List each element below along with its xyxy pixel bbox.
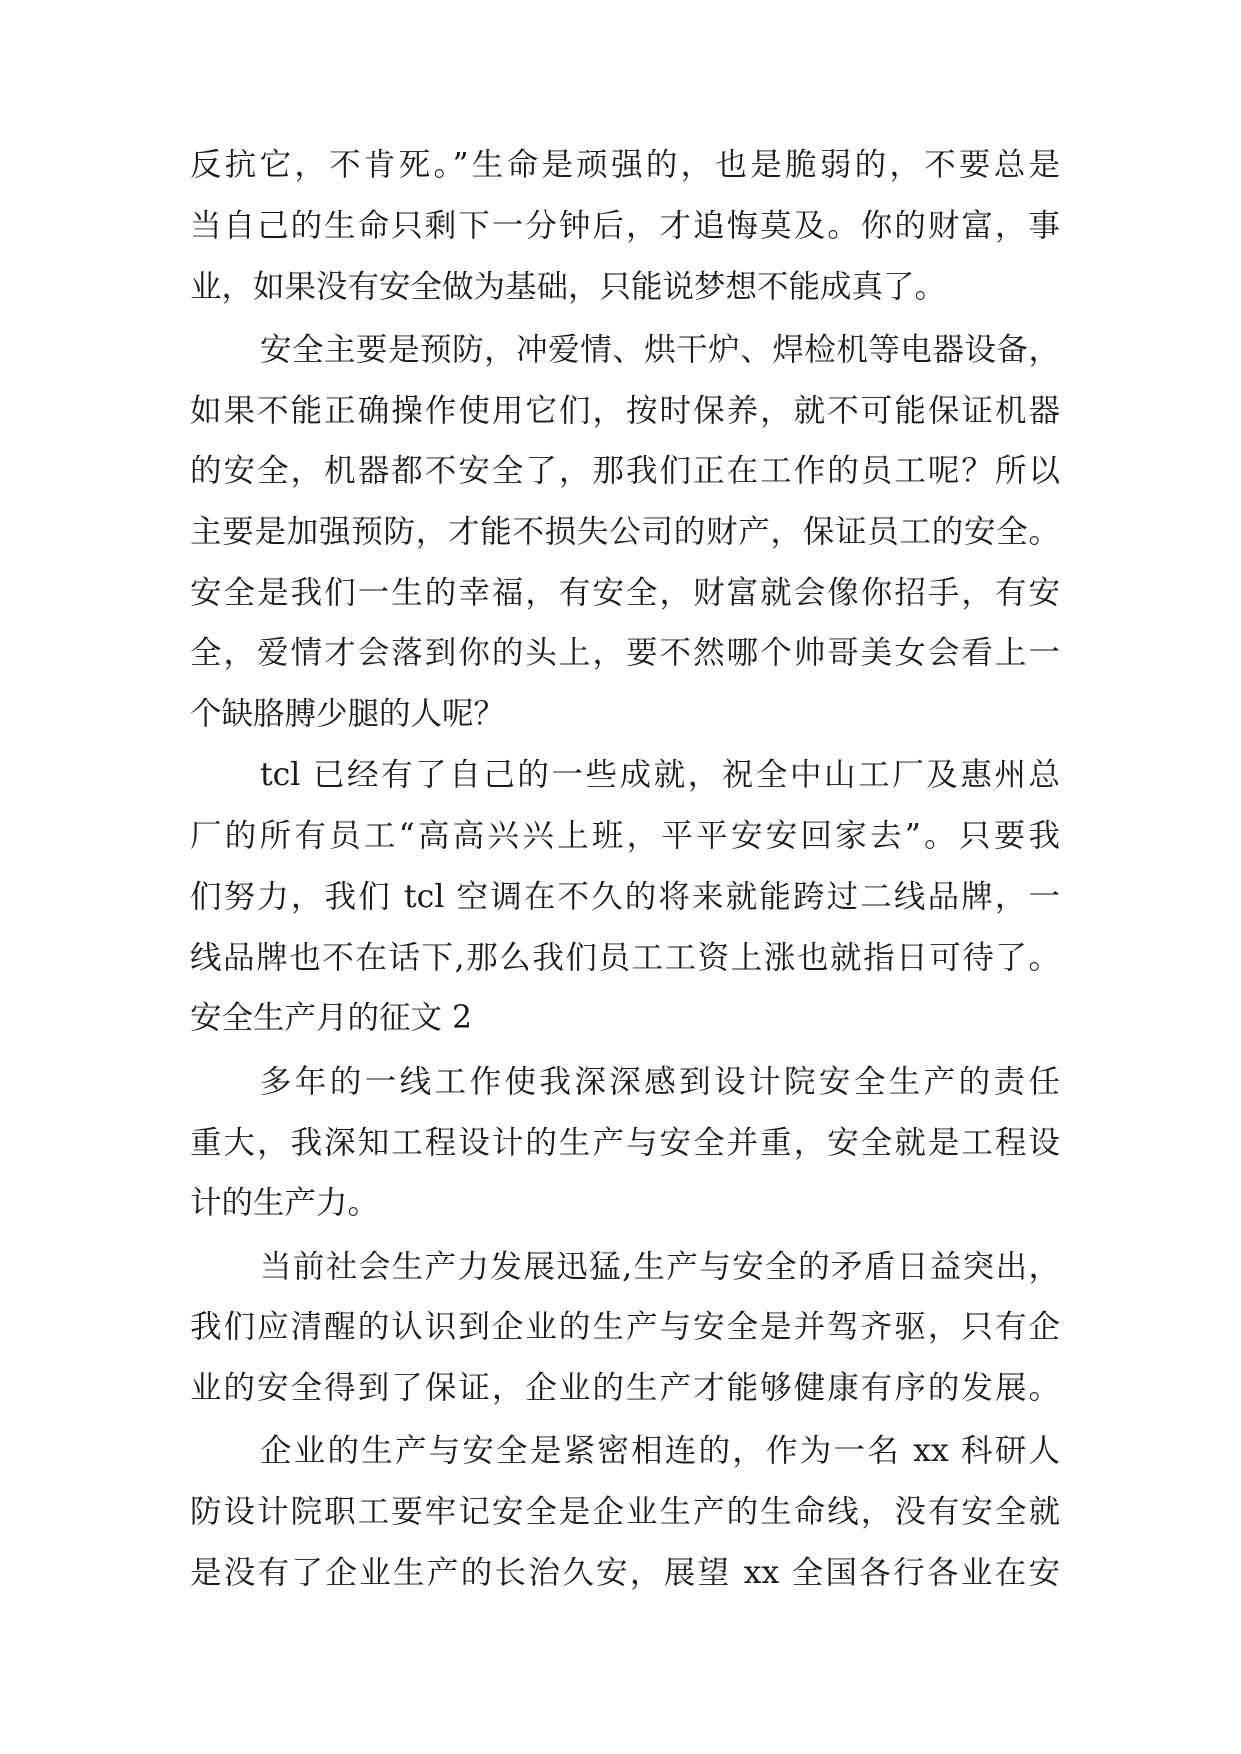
paragraph-first-line: tcl 已经有了自己的一些成就，祝全中山工厂及惠州总 <box>260 757 1060 793</box>
text-line: 是没有了企业生产的长治久安，展望 xx 全国各行各业在安 <box>190 1555 1060 1591</box>
paragraph-first-line: 多年的一线工作使我深深感到设计院安全生产的责任 <box>260 1064 1060 1100</box>
text-line: 当自己的生命只剩下一分钟后，才追悔莫及。你的财富，事 <box>190 208 1060 244</box>
text-line: 厂的所有员工“高高兴兴上班，平平安安回家去”。只要我 <box>190 818 1060 854</box>
text-line: 线品牌也不在话下,那么我们员工工资上涨也就指日可待了。 <box>190 940 1060 976</box>
text-line: 重大，我深知工程设计的生产与安全并重，安全就是工程设 <box>190 1125 1060 1161</box>
paragraph-first-line: 安全主要是预防，冲爱情、烘干炉、焊检机等电器设备， <box>260 332 1060 368</box>
text-line: 主要是加强预防，才能不损失公司的财产，保证员工的安全。 <box>190 514 1060 550</box>
paragraph-first-line: 当前社会生产力发展迅猛,生产与安全的矛盾日益突出， <box>260 1249 1060 1285</box>
text-line: 业，如果没有安全做为基础，只能说梦想不能成真了。 <box>190 269 947 305</box>
text-line: 的安全，机器都不安全了，那我们正在工作的员工呢？所以 <box>190 453 1060 489</box>
text-line: 反抗它，不肯死。”生命是顽强的，也是脆弱的，不要总是 <box>190 147 1060 183</box>
text-line: 计的生产力。 <box>190 1185 380 1221</box>
section-title: 安全生产月的征文 2 <box>190 1000 473 1036</box>
text-line: 业的安全得到了保证，企业的生产才能够健康有序的发展。 <box>190 1370 1060 1406</box>
text-line: 个缺胳膊少腿的人呢？ <box>190 696 506 732</box>
text-line: 我们应清醒的认识到企业的生产与安全是并驾齐驱，只有企 <box>190 1309 1060 1345</box>
text-line: 如果不能正确操作使用它们，按时保养，就不可能保证机器 <box>190 393 1060 429</box>
text-line: 安全是我们一生的幸福，有安全，财富就会像你招手，有安 <box>190 575 1060 611</box>
text-line: 防设计院职工要牢记安全是企业生产的生命线，没有安全就 <box>190 1494 1060 1530</box>
document-page <box>190 0 1060 1754</box>
paragraph-first-line: 企业的生产与安全是紧密相连的，作为一名 xx 科研人 <box>260 1433 1060 1469</box>
text-line: 们努力，我们 tcl 空调在不久的将来就能跨过二线品牌，一 <box>190 879 1060 915</box>
text-line: 全，爱情才会落到你的头上，要不然哪个帅哥美女会看上一 <box>190 635 1060 671</box>
